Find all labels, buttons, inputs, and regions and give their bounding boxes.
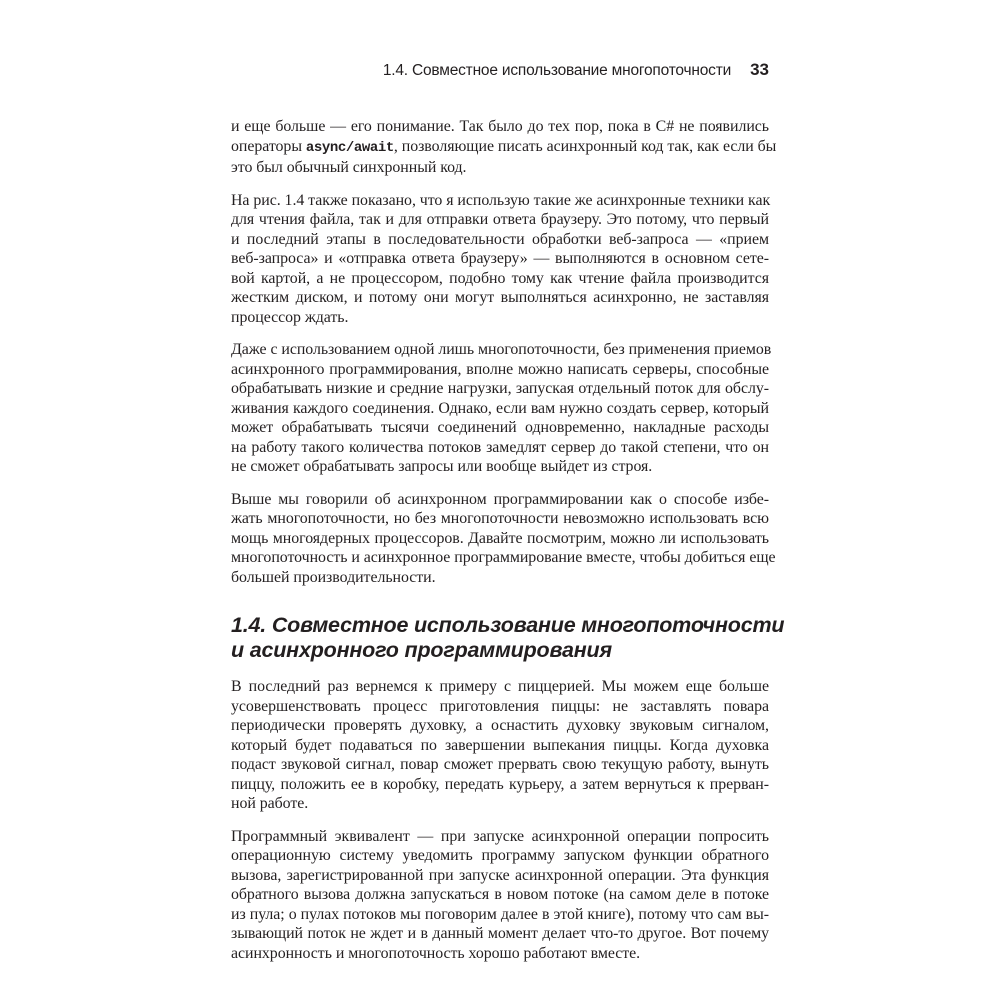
- text-line: жать многопоточности, но без многопоточности невозможно использовать всю: [231, 510, 769, 527]
- text-line: жестким диском, и потому они могут выполняться асинхронно, не заставляя: [231, 289, 769, 306]
- text-line: на работу такого количества потоков замедлят сервер до такой степени, что он: [231, 438, 769, 456]
- paragraph-4: [231, 490, 776, 588]
- inline-code: async/await: [305, 139, 394, 156]
- text-line: асинхронного программирования, вполне можно написать серверы, способные: [231, 360, 769, 378]
- text-line: многопоточность и асинхронное программирование вместе, чтобы добиться еще: [231, 549, 776, 566]
- text-fragment: , позволяющие писать асинхронный код так, как если бы: [393, 137, 777, 155]
- text-line: Выше мы говорили об асинхронном программировании как о способе избе-: [231, 490, 769, 508]
- running-title: 1.4. Совместное использование многопоточности: [382, 62, 732, 79]
- text-line: операционную систему уведомить программу запуском функции обратного: [231, 847, 769, 864]
- text-line: веб-запроса» и «отправка ответа браузеру» — выполняются в основном сете-: [231, 250, 769, 267]
- paragraph-1: [231, 117, 777, 178]
- page-number: 33: [750, 60, 769, 79]
- text-line: мощь многоядерных процессоров. Давайте посмотрим, можно ли использовать: [231, 529, 769, 547]
- text-line: для чтения файла, так и для отправки ответа браузеру. Это потому, что первый: [231, 211, 769, 228]
- paragraph-3: [231, 340, 772, 477]
- text-line: из пула; о пулах потоков мы поговорим далее в этой книге), потому что сам вы-: [231, 905, 769, 923]
- text-line: большей производительности.: [231, 568, 436, 586]
- text-line: может обрабатывать тысячи соединений одновременно, накладные расходы: [231, 419, 769, 436]
- text-line: ной работе.: [231, 795, 309, 812]
- paragraph-2: [231, 191, 769, 328]
- text-line: обрабатывать низкие и средние нагрузки, запуская отдельный поток для обслу-: [231, 380, 769, 397]
- text-line: который будет подаваться по завершении выпекания пиццы. Когда духовка: [231, 736, 769, 754]
- text-line: вой картой, а не процессором, подобно тому как чтение файла производится: [231, 269, 769, 287]
- text-line: процессор ждать.: [231, 308, 349, 326]
- text-line: это был обычный синхронный код.: [231, 159, 467, 176]
- text-line: и еще больше — его понимание. Так было до тех пор, пока в C# не появились: [231, 118, 769, 135]
- paragraph-6: [231, 827, 769, 964]
- text-line: периодически проверять духовку, а оснастить духовку звуковым сигналом,: [231, 717, 769, 734]
- section-heading-line: и асинхронного программирования: [231, 638, 612, 662]
- text-line: асинхронность и многопоточность хорошо работают вместе.: [231, 944, 641, 962]
- text-line: усовершенствовать процесс приготовления пиццы: не заставлять повара: [231, 697, 769, 715]
- running-header: [231, 60, 769, 90]
- section-heading: [231, 613, 785, 663]
- page-content: [231, 117, 785, 963]
- text-line: вызова, зарегистрированной при запуске асинхронной операции. Эта функция: [231, 866, 769, 884]
- text-line: зывающий поток не ждет и в данный момент делает что-то другое. Вот почему: [231, 925, 769, 942]
- text-line: живания каждого соединения. Однако, если вам нужно создать сервер, который: [231, 399, 769, 417]
- section-heading-line: 1.4. Совместное использование многопоточности: [231, 613, 785, 637]
- text-line: Программный эквивалент — при запуске асинхронной операции попросить: [231, 827, 769, 845]
- book-page: [231, 60, 785, 976]
- text-line: не сможет обрабатывать запросы или вообще выйдет из строя.: [231, 458, 653, 475]
- text-line: подаст звуковой сигнал, повар сможет прервать свою текущую работу, вынуть: [231, 756, 769, 773]
- text-line: В последний раз вернемся к примеру с пиццерией. Мы можем еще больше: [231, 678, 769, 695]
- text-fragment: операторы: [231, 137, 306, 155]
- text-line: На рис. 1.4 также показано, что я использую такие же асинхронные техники как: [231, 191, 771, 209]
- text-line: и последний этапы в последовательности обработки веб-запроса — «прием: [231, 230, 769, 248]
- paragraph-5: [231, 677, 769, 814]
- text-line: Даже с использованием одной лишь многопоточности, без применения приемов: [231, 341, 772, 358]
- text-line: пиццу, положить ее в коробку, передать курьеру, а затем вернуться к прерван-: [231, 775, 769, 793]
- text-line: [231, 137, 777, 159]
- text-line: обратного вызова должна запускаться в новом потоке (на самом деле в потоке: [231, 886, 769, 903]
